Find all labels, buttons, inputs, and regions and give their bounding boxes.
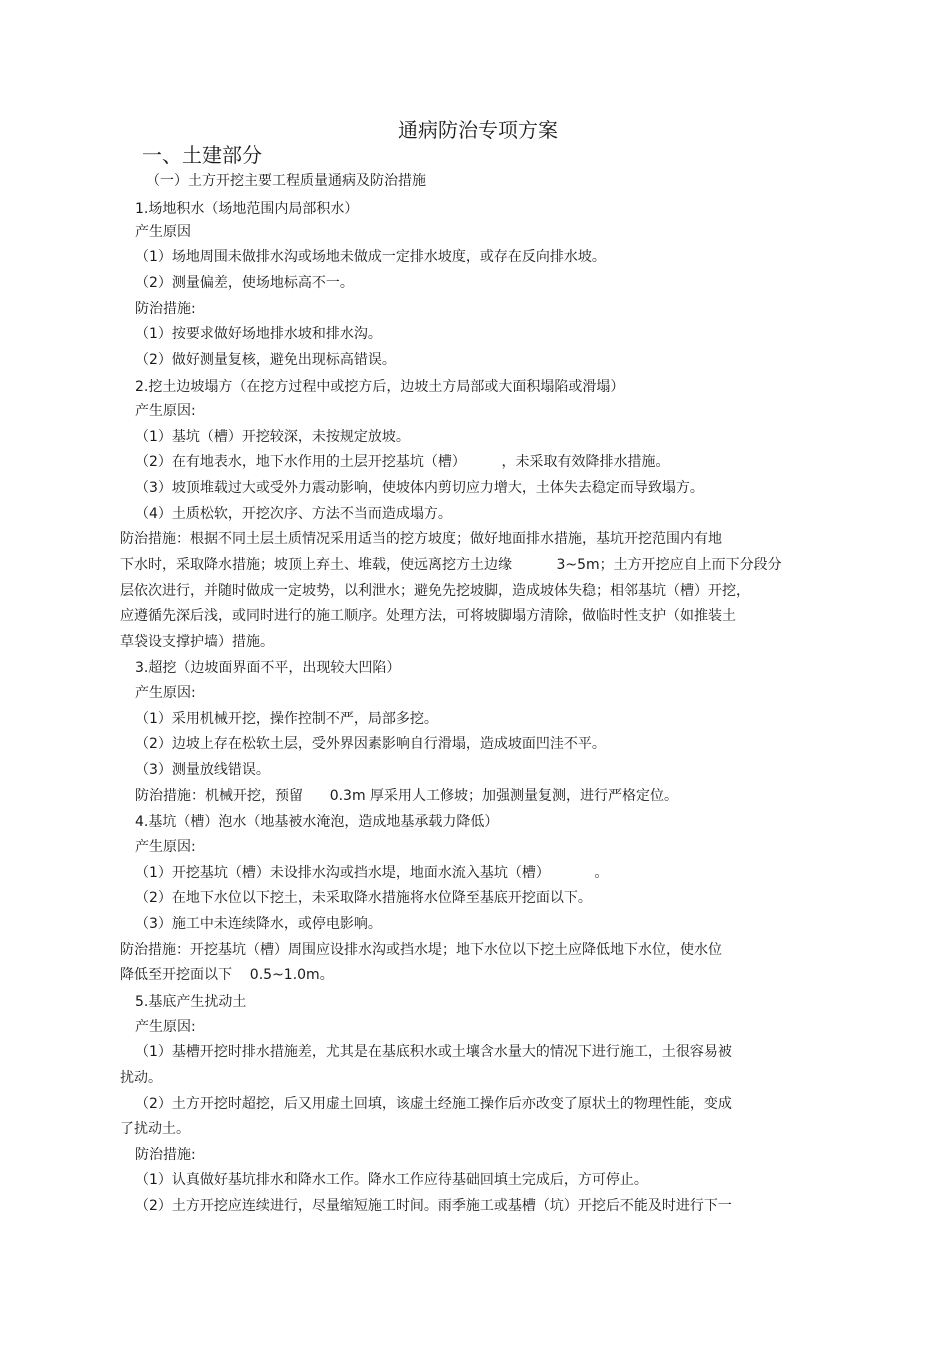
paragraph-line: （2）边坡上存在松软土层，受外界因素影响自行滑塌，造成坡面凹洼不平。: [135, 736, 606, 752]
paragraph-line: （2）土方开挖应连续进行，尽量缩短施工时间。雨季施工或基槽（坑）开挖后不能及时进行下一: [135, 1198, 732, 1214]
item-heading: 4.基坑（槽）泡水（地基被水淹泡，造成地基承载力降低）: [135, 814, 499, 830]
subsection-heading: （一）土方开挖主要工程质量通病及防治措施: [146, 173, 426, 189]
paragraph-line: （3）坡顶堆载过大或受外力震动影响，使坡体内剪切应力增大，土体失去稳定而导致塌方。: [135, 480, 704, 496]
paragraph-line: （2）做好测量复核，避免出现标高错误。: [135, 352, 396, 368]
paragraph-line: （1）基坑（槽）开挖较深，未按规定放坡。: [135, 429, 410, 445]
paragraph-line: 降低至开挖面以下 0.5~1.0m。: [120, 967, 334, 983]
item-heading: 3.超挖（边坡面界面不平，出现较大凹陷）: [135, 660, 401, 676]
paragraph-line: 了扰动土。: [120, 1121, 190, 1137]
paragraph-line: 扰动。: [120, 1070, 162, 1086]
paragraph-line: 产生原因:: [135, 685, 196, 701]
section-heading: 一、土建部分: [142, 143, 262, 167]
paragraph-line: （2）在地下水位以下挖土，未采取降水措施将水位降至基底开挖面以下。: [135, 890, 592, 906]
document-title: 通病防治专项方案: [398, 118, 558, 142]
paragraph-line: 防治措施：开挖基坑（槽）周围应设排水沟或挡水堤；地下水位以下挖土应降低地下水位，使水位: [120, 942, 722, 958]
paragraph-line: （1）按要求做好场地排水坡和排水沟。: [135, 326, 382, 342]
paragraph-line: 防治措施：机械开挖，预留 0.3m 厚采用人工修坡；加强测量复测，进行严格定位。: [135, 788, 679, 804]
paragraph-line: 产生原因:: [135, 839, 196, 855]
paragraph-line: 层依次进行，并随时做成一定坡势，以利泄水；避免先挖坡脚，造成坡体失稳；相邻基坑（槽）开挖，: [120, 583, 750, 599]
paragraph-line: （1）场地周围未做排水沟或场地未做成一定排水坡度，或存在反向排水坡。: [135, 249, 606, 265]
paragraph-line: （2）在有地表水，地下水作用的土层开挖基坑（槽） ，未采取有效降排水措施。: [135, 454, 670, 470]
paragraph-line: （4）土质松软，开挖次序、方法不当而造成塌方。: [135, 506, 452, 522]
paragraph-line: （3）测量放线错误。: [135, 762, 270, 778]
paragraph-line: （1）认真做好基坑排水和降水工作。降水工作应待基础回填土完成后，方可停止。: [135, 1172, 648, 1188]
paragraph-line: （3）施工中未连续降水，或停电影响。: [135, 916, 382, 932]
item-heading: 2.挖土边坡塌方（在挖方过程中或挖方后，边坡土方局部或大面积塌陷或滑塌）: [135, 379, 625, 395]
paragraph-line: 防治措施:: [135, 301, 196, 317]
paragraph-line: 应遵循先深后浅，或同时进行的施工顺序。处理方法，可将坡脚塌方清除，做临时性支护（如推装土: [120, 608, 736, 624]
paragraph-line: 产生原因:: [135, 403, 196, 419]
paragraph-line: 产生原因: [135, 224, 191, 240]
paragraph-line: （1）基槽开挖时排水措施差，尤其是在基底积水或土壤含水量大的情况下进行施工，土很容易被: [135, 1044, 732, 1060]
paragraph-line: 防治措施：根据不同土层土质情况采用适当的挖方坡度；做好地面排水措施，基坑开挖范围内有地: [120, 531, 722, 547]
item-heading: 1.场地积水（场地范围内局部积水）: [135, 201, 359, 217]
paragraph-line: 草袋设支撑护墙）措施。: [120, 634, 274, 650]
paragraph-line: 防治措施:: [135, 1147, 196, 1163]
paragraph-line: （1）开挖基坑（槽）未设排水沟或挡水堤，地面水流入基坑（槽） 。: [135, 865, 609, 881]
paragraph-line: （1）采用机械开挖，操作控制不严，局部多挖。: [135, 711, 438, 727]
paragraph-line: （2）土方开挖时超挖，后又用虚土回填，该虚土经施工操作后亦改变了原状土的物理性能，变成: [135, 1096, 732, 1112]
paragraph-line: 产生原因:: [135, 1019, 196, 1035]
item-heading: 5.基底产生扰动土: [135, 994, 247, 1010]
paragraph-line: 下水时，采取降水措施；坡顶上弃土、堆载，使远离挖方土边缘 3~5m；土方开挖应自上而下分段分: [120, 557, 782, 573]
paragraph-line: （2）测量偏差，使场地标高不一。: [135, 275, 354, 291]
